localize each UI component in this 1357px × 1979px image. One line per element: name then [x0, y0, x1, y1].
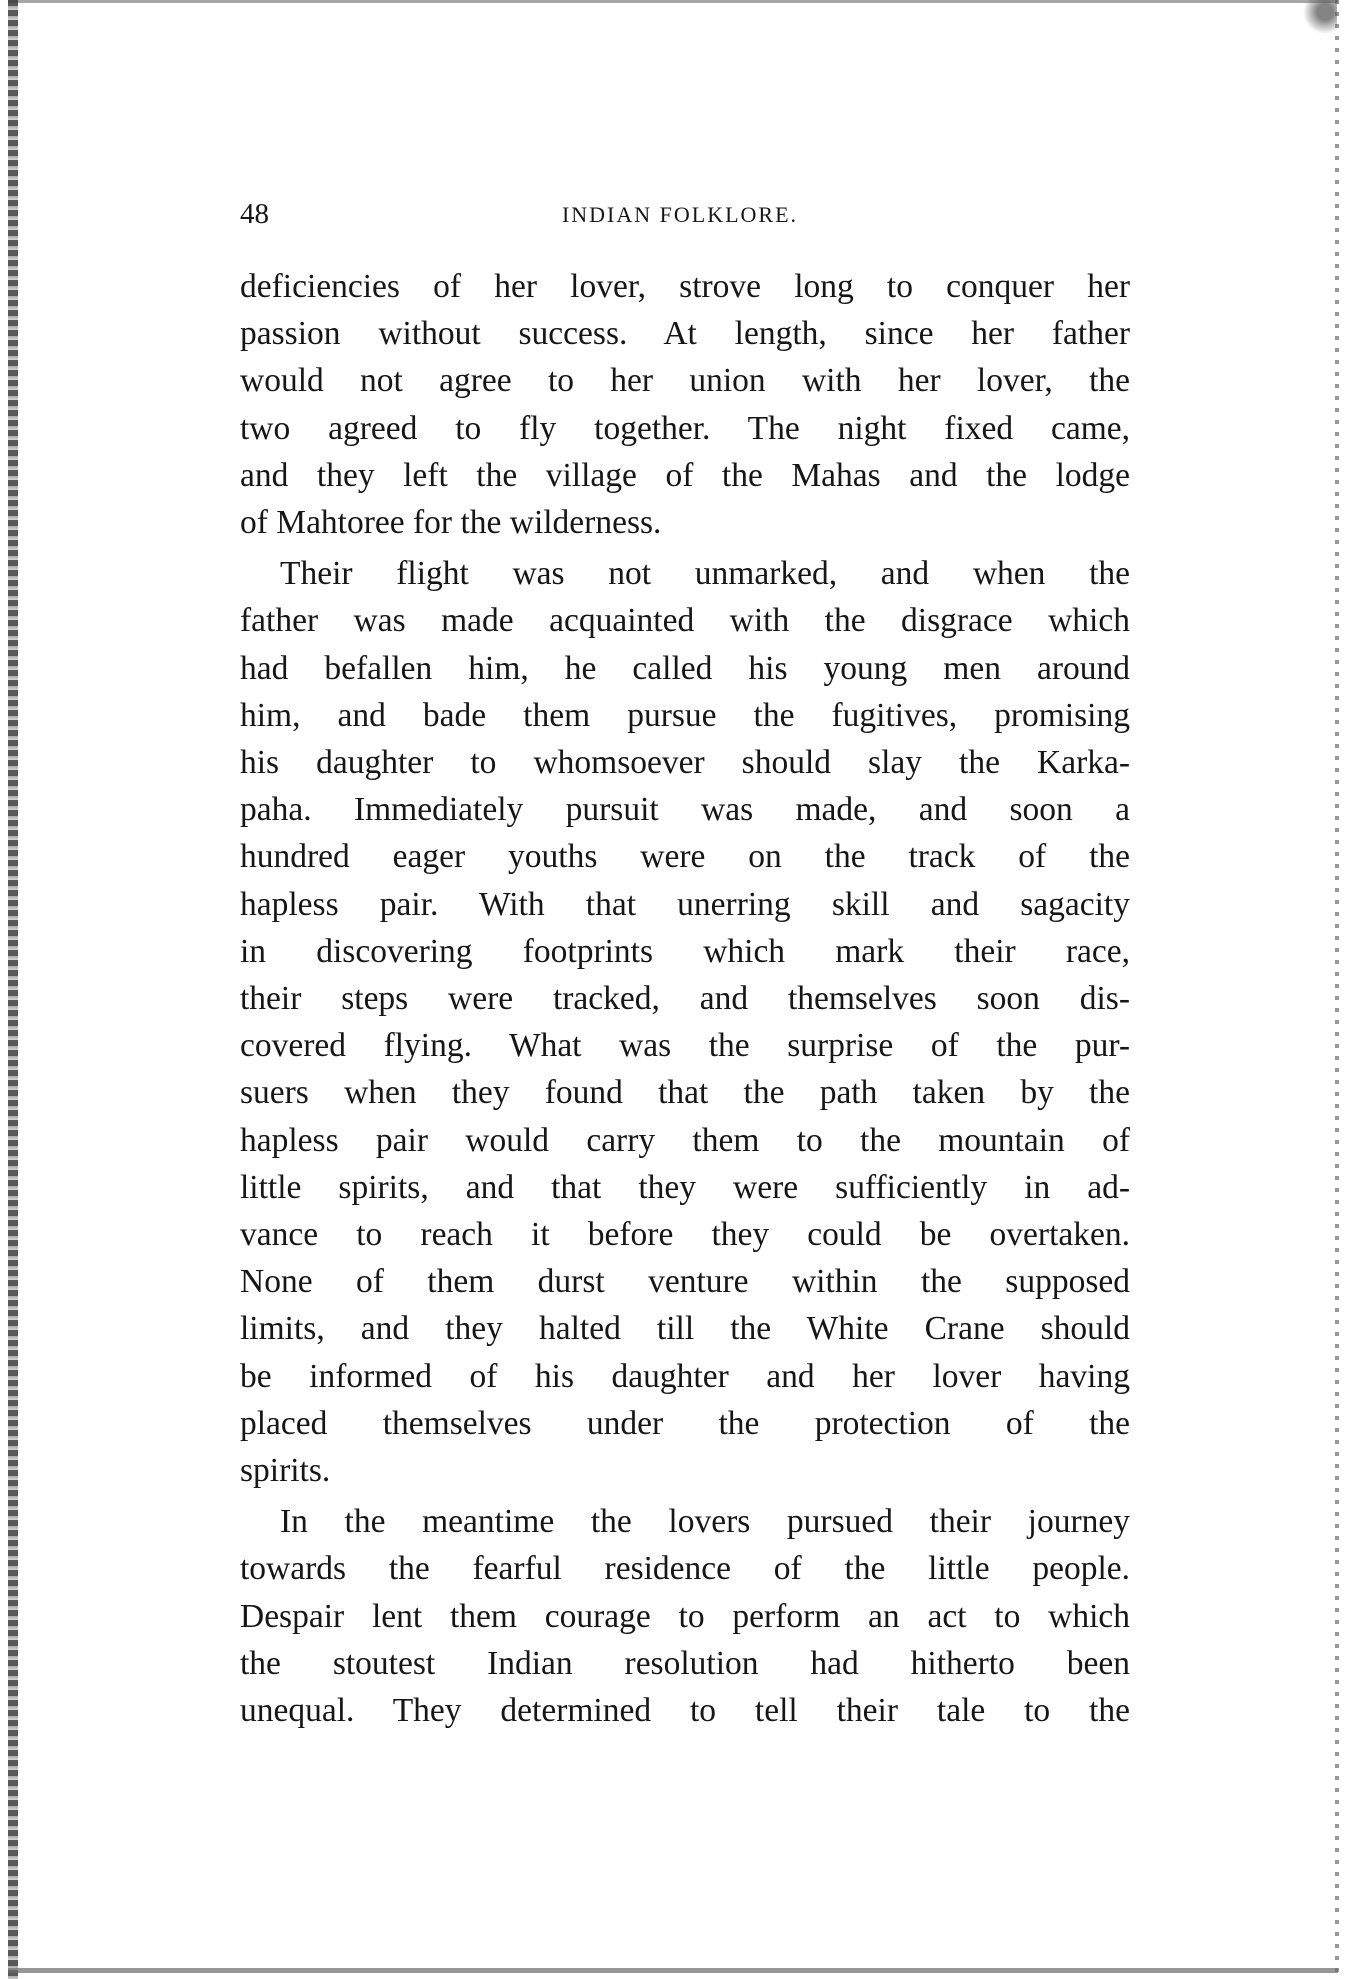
text-line: two agreed to fly together. The night fixed came,	[240, 409, 1130, 447]
text-line: Despair lent them courage to perform an act to which	[240, 1597, 1130, 1635]
text-line: deficiencies of her lover, strove long to conquer her	[240, 268, 1130, 305]
text-line: father was made acquainted with the disgrace which	[240, 602, 1130, 640]
text-line: hapless pair. With that unerring skill and sagacity	[240, 885, 1130, 923]
text-line: and they left the village of the Mahas and the lodge	[240, 456, 1130, 494]
page-edge-right	[1335, 0, 1339, 1979]
page-edge-bottom	[8, 1968, 1338, 1973]
paragraph-2	[240, 550, 1130, 1494]
text-line: spirits.	[240, 1452, 331, 1490]
text-line: limits, and they halted till the White Crane should	[240, 1310, 1130, 1348]
text-line: be informed of his daughter and her lover having	[240, 1357, 1130, 1395]
text-line: covered flying. What was the surprise of the pur-	[240, 1027, 1130, 1065]
text-line: None of them durst venture within the supposed	[240, 1263, 1130, 1301]
page-edge-top	[8, 0, 1338, 3]
page-edge-left	[8, 0, 18, 1979]
text-line: the stoutest Indian resolution had hitherto been	[240, 1644, 1130, 1682]
text-line: In the meantime the lovers pursued their journey	[280, 1503, 1130, 1541]
body-text	[240, 263, 1130, 1734]
text-line: passion without success. At length, since her father	[240, 315, 1130, 353]
text-line: suers when they found that the path taken by the	[240, 1074, 1130, 1112]
text-line: Their flight was not unmarked, and when the	[280, 555, 1130, 593]
paragraph-1	[240, 263, 1130, 546]
text-line: him, and bade them pursue the fugitives, promising	[240, 696, 1130, 734]
page-header	[240, 198, 1120, 238]
text-line: hapless pair would carry them to the mountain of	[240, 1121, 1130, 1159]
text-line: of Mahtoree for the wilderness.	[240, 504, 662, 542]
running-title: INDIAN FOLKLORE.	[561, 202, 799, 227]
text-line: had befallen him, he called his young men around	[240, 649, 1130, 687]
text-line: paha. Immediately pursuit was made, and soon a	[240, 791, 1130, 829]
text-line: placed themselves under the protection of the	[240, 1404, 1130, 1442]
text-line: unequal. They determined to tell their tale to the	[240, 1692, 1130, 1730]
paragraph-3	[240, 1498, 1130, 1734]
text-line: hundred eager youths were on the track of the	[240, 838, 1130, 876]
text-line: in discovering footprints which mark their race,	[240, 932, 1130, 970]
text-line: little spirits, and that they were sufficiently in ad-	[240, 1168, 1130, 1206]
scan-speckle	[1277, 0, 1337, 60]
text-line: would not agree to her union with her lover, the	[240, 362, 1130, 400]
text-line: vance to reach it before they could be overtaken.	[240, 1216, 1130, 1254]
page-number: 48	[240, 198, 269, 230]
text-line: towards the fearful residence of the little people.	[240, 1550, 1130, 1588]
text-line: their steps were tracked, and themselves soon dis-	[240, 980, 1130, 1018]
text-line: his daughter to whomsoever should slay the Karka-	[240, 744, 1130, 782]
